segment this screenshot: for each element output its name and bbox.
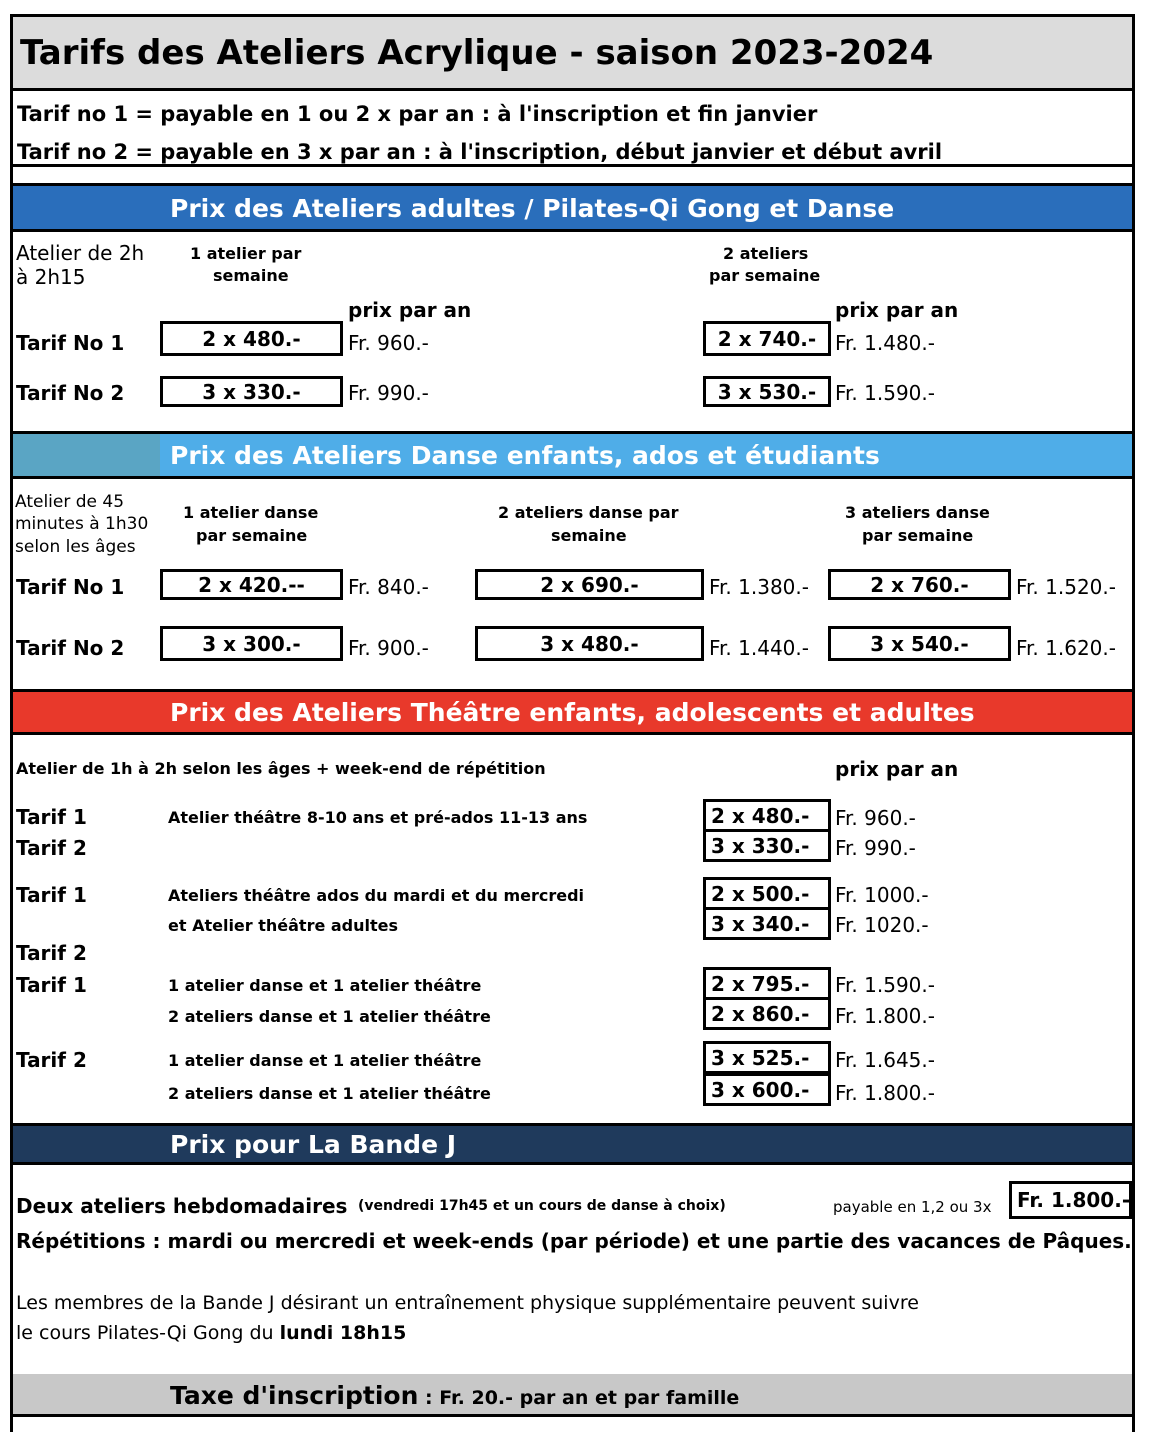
theatre-box-enfants-t2: 3 x 330.- [703, 829, 831, 862]
danse-row1-col2-box: 2 x 690.- [475, 569, 704, 600]
adultes-intro-1: Atelier de 2h [16, 241, 145, 265]
bande-repetitions: Répétitions : mardi ou mercredi et week-ends (par période) et une partie des vacances de Pâques. [16, 1229, 1132, 1253]
adultes-col2-caption-2: par semaine [709, 266, 821, 285]
danse-row1-col2-price: Fr. 1.380.- [709, 575, 809, 599]
divider [10, 732, 1135, 735]
tarif-note-2: Tarif no 2 = payable en 3 x par an : à l'inscription, début janvier et début avril [17, 140, 943, 164]
theatre-combo2-desc-t2: 2 ateliers danse et 1 atelier théâtre [168, 1084, 491, 1103]
theatre-tarif1-enfants: Tarif 1 [16, 805, 87, 829]
theatre-tarif2-ados: Tarif 2 [16, 941, 87, 965]
taxe-label: Taxe d'inscription [170, 1381, 419, 1410]
danse-col3-caption-1: 3 ateliers danse [845, 503, 990, 522]
adultes-prix-label-2: prix par an [835, 298, 959, 322]
section-bande-title: Prix pour La Bande J [170, 1130, 457, 1159]
danse-row1-col1-price: Fr. 840.- [348, 575, 429, 599]
danse-col1-caption-1: 1 atelier danse [183, 503, 319, 522]
bande-deux-detail: (vendredi 17h45 et un cours de danse à choix) [358, 1198, 726, 1214]
theatre-combo2-desc: 2 ateliers danse et 1 atelier théâtre [168, 1007, 491, 1026]
danse-row1-col3-box: 2 x 760.- [828, 569, 1011, 600]
theatre-price-enfants-t2: Fr. 990.- [835, 836, 916, 860]
divider [10, 164, 1135, 167]
section-danse-header-accent [13, 434, 160, 478]
section-theatre-title: Prix des Ateliers Théâtre enfants, adolescents et adultes [170, 698, 975, 727]
theatre-tarif2-combo: Tarif 2 [16, 1048, 87, 1072]
danse-row2-col2-box: 3 x 480.- [475, 626, 704, 661]
theatre-box-combo2-t2: 3 x 600.- [703, 1073, 831, 1106]
theatre-box-combo1-t2: 3 x 525.- [703, 1041, 831, 1074]
danse-row2-col2-price: Fr. 1.440.- [709, 636, 809, 660]
theatre-price-ados-t1: Fr. 1000.- [835, 883, 929, 907]
divider [10, 229, 1135, 232]
taxe-detail: : Fr. 20.- par an et par famille [418, 1387, 740, 1409]
adultes-row2-col1-price: Fr. 990.- [348, 381, 429, 405]
danse-col1-caption-2: par semaine [196, 526, 308, 545]
adultes-prix-label-1: prix par an [348, 298, 472, 322]
danse-col2-caption-1: 2 ateliers danse par [498, 503, 679, 522]
danse-intro-2: minutes à 1h30 [15, 514, 149, 534]
bande-membres-day: lundi 18h15 [279, 1322, 407, 1344]
adultes-row1-label: Tarif No 1 [16, 331, 125, 355]
theatre-combo1-desc-t2: 1 atelier danse et 1 atelier théâtre [168, 1051, 482, 1070]
adultes-col2-caption-1: 2 ateliers [723, 244, 809, 263]
danse-row2-col3-price: Fr. 1.620.- [1016, 636, 1116, 660]
theatre-intro: Atelier de 1h à 2h selon les âges + week-end de répétition [16, 759, 546, 778]
theatre-desc-ados: Ateliers théâtre ados du mardi et du mercredi [168, 886, 585, 905]
theatre-box-ados-t1: 2 x 500.- [703, 877, 831, 910]
adultes-row1-col1-box: 2 x 480.- [160, 321, 343, 356]
bande-price-box: Fr. 1.800.- [1009, 1181, 1132, 1219]
page-title: Tarifs des Ateliers Acrylique - saison 2023-2024 [20, 33, 934, 73]
section-danse-title: Prix des Ateliers Danse enfants, ados et étudiants [170, 441, 880, 470]
bande-membres-2-text: le cours Pilates-Qi Gong du [16, 1322, 280, 1344]
divider [10, 1414, 1135, 1417]
bande-membres-2 [16, 1322, 406, 1344]
theatre-box-enfants-t1: 2 x 480.- [703, 799, 831, 832]
adultes-row2-col1-box: 3 x 330.- [160, 376, 343, 407]
section-adultes-title: Prix des Ateliers adultes / Pilates-Qi Gong et Danse [170, 194, 895, 223]
bande-membres-1: Les membres de la Bande J désirant un entraînement physique supplémentaire peuvent suivre [16, 1292, 919, 1314]
taxe-line [170, 1381, 739, 1410]
theatre-box-combo1-t1: 2 x 795.- [703, 967, 831, 1000]
adultes-row1-col1-price: Fr. 960.- [348, 331, 429, 355]
adultes-row2-label: Tarif No 2 [16, 381, 125, 405]
danse-col3-caption-2: par semaine [862, 526, 974, 545]
danse-row2-col1-price: Fr. 900.- [348, 636, 429, 660]
theatre-price-combo2-t1: Fr. 1.800.- [835, 1004, 935, 1028]
adultes-col1-caption-1: 1 atelier par [190, 244, 302, 263]
theatre-price-combo2-t2: Fr. 1.800.- [835, 1081, 935, 1105]
theatre-box-ados-t2: 3 x 340.- [703, 907, 831, 940]
danse-col2-caption-2: semaine [551, 526, 627, 545]
theatre-price-combo1-t1: Fr. 1.590.- [835, 973, 935, 997]
adultes-row2-col2-box: 3 x 530.- [703, 376, 831, 407]
danse-row1-label: Tarif No 1 [16, 575, 125, 599]
adultes-row1-col2-price: Fr. 1.480.- [835, 331, 935, 355]
theatre-tarif2-enfants: Tarif 2 [16, 836, 87, 860]
theatre-desc-adultes: et Atelier théâtre adultes [168, 916, 399, 935]
theatre-box-combo2-t1: 2 x 860.- [703, 997, 831, 1030]
bande-deux-ateliers: Deux ateliers hebdomadaires [16, 1194, 348, 1218]
theatre-combo1-desc: 1 atelier danse et 1 atelier théâtre [168, 976, 482, 995]
theatre-tarif1-ados: Tarif 1 [16, 883, 87, 907]
theatre-price-combo1-t2: Fr. 1.645.- [835, 1048, 935, 1072]
adultes-row2-col2-price: Fr. 1.590.- [835, 381, 935, 405]
adultes-col1-caption-2: semaine [213, 266, 289, 285]
theatre-price-enfants-t1: Fr. 960.- [835, 806, 916, 830]
danse-row1-col1-box: 2 x 420.-- [160, 569, 343, 600]
danse-intro-3: selon les âges [15, 537, 136, 557]
tarif-note-1: Tarif no 1 = payable en 1 ou 2 x par an : à l'inscription et fin janvier [17, 102, 818, 126]
danse-row2-label: Tarif No 2 [16, 636, 125, 660]
danse-row2-col1-box: 3 x 300.- [160, 626, 343, 661]
theatre-tarif1-combo: Tarif 1 [16, 973, 87, 997]
divider [10, 476, 1135, 479]
danse-row1-col3-price: Fr. 1.520.- [1016, 575, 1116, 599]
bande-payable: payable en 1,2 ou 3x [833, 1198, 992, 1216]
divider [10, 88, 1135, 91]
theatre-prix-label: prix par an [835, 757, 959, 781]
danse-intro-1: Atelier de 45 [15, 492, 125, 512]
danse-row2-col3-box: 3 x 540.- [828, 626, 1011, 661]
adultes-row1-col2-box: 2 x 740.- [703, 321, 831, 356]
adultes-intro-2: à 2h15 [16, 265, 86, 289]
theatre-price-ados-t2: Fr. 1020.- [835, 913, 929, 937]
theatre-desc-enfants: Atelier théâtre 8-10 ans et pré-ados 11-13 ans [168, 808, 588, 827]
